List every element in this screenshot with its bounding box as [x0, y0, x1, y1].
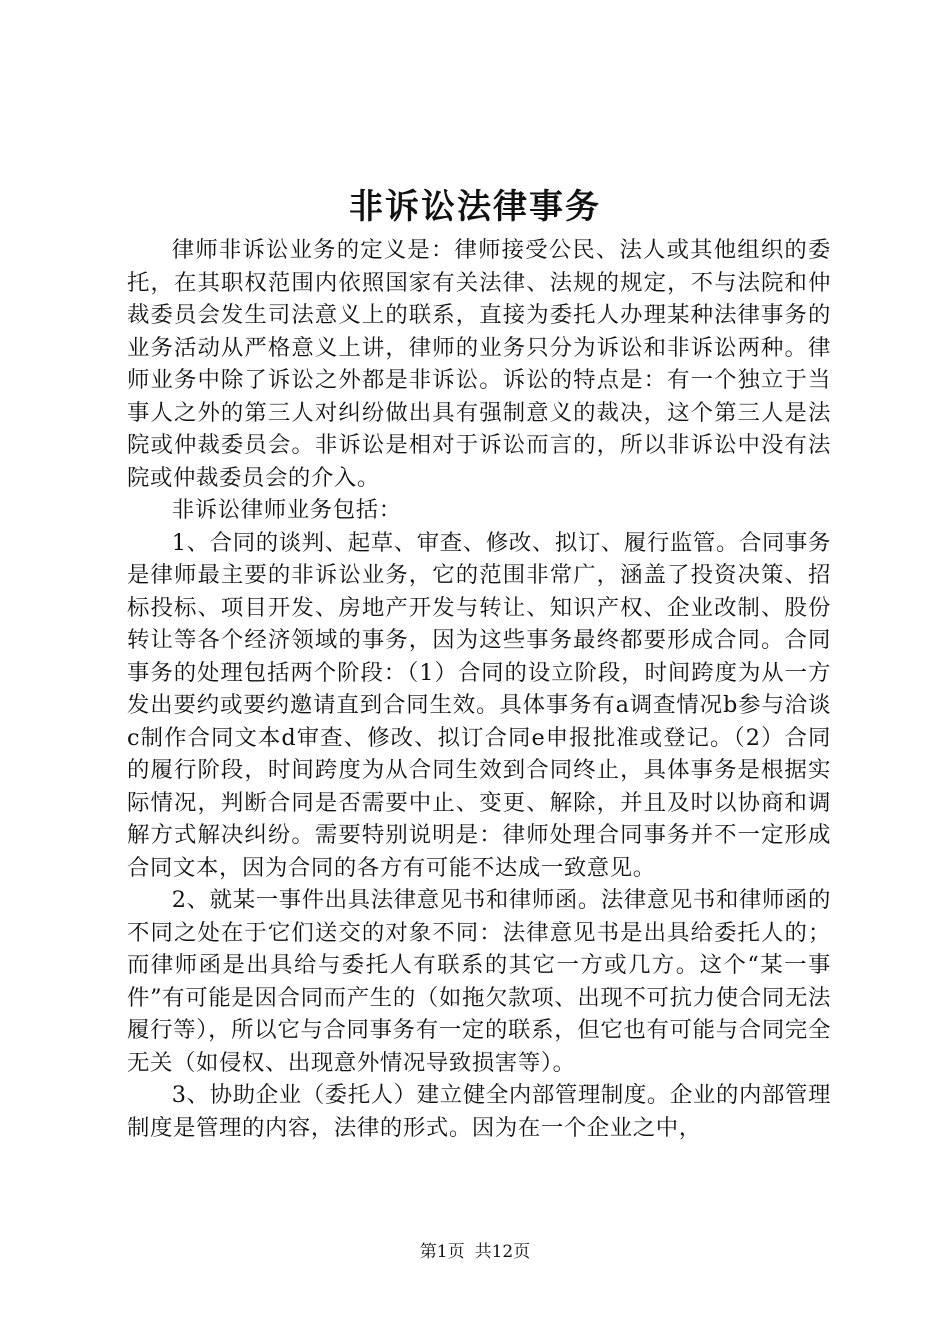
- page-number: 第1页: [419, 1242, 465, 1262]
- document-body: [127, 234, 831, 1144]
- page-total: 共12页: [474, 1242, 531, 1262]
- paragraph-contract-affairs: 1、合同的谈判、起草、审查、修改、拟订、履行监管。合同事务是律师最主要的非诉讼业务，它的范围非常广，涵盖了投资决策、招标投标、项目开发、房地产开发与转让、知识产权、企业改制、股份转让等各个经济领域的事务，因为这些事务最终都要形成合同。合同事务的处理包括两个阶段：（1）合同的设立阶段，时间跨度为从一方发出要约或要约邀请直到合同生效。具体事务有a调查情况b参与洽谈c制作合同文本d审查、修改、拟订合同e申报批准或登记。（2）合同的履行阶段，时间跨度为从合同生效到合同终止，具体事务是根据实际情况，判断合同是否需要中止、变更、解除，并且及时以协商和调解方式解决纠纷。需要特别说明是：律师处理合同事务并不一定形成合同文本，因为合同的各方有可能不达成一致意见。: [127, 529, 831, 881]
- paragraph-business-intro: 非诉讼律师业务包括：: [171, 497, 402, 523]
- paragraph-legal-opinion: 2、就某一事件出具法律意见书和律师函。法律意见书和律师函的不同之处在于它们送交的对象不同：法律意见书是出具给委托人的；而律师函是出具给与委托人有联系的其它一方或几方。这个“某一事件”有可能是因合同而产生的（如拖欠款项、出现不可抗力使合同无法履行等），所以它与合同事务有一定的联系，但它也有可能与合同完全无关（如侵权、出现意外情况导致损害等）。: [127, 887, 831, 1076]
- page-footer: [0, 1240, 950, 1264]
- paragraph-internal-management: 3、协助企业（委托人）建立健全内部管理制度。企业的内部管理制度是管理的内容，法律的形式。因为在一个企业之中，: [127, 1082, 831, 1141]
- paragraph-definition: 律师非诉讼业务的定义是：律师接受公民、法人或其他组织的委托，在其职权范围内依照国家有关法律、法规的规定，不与法院和仲裁委员会发生司法意义上的联系，直接为委托人办理某种法律事务的业务活动从严格意义上讲，律师的业务只分为诉讼和非诉讼两种。律师业务中除了诉讼之外都是非诉讼。诉讼的特点是：有一个独立于当事人之外的第三人对纠纷做出具有强制意义的裁决，这个第三人是法院或仲裁委员会。非诉讼是相对于诉讼而言的，所以非诉讼中没有法院或仲裁委员会的介入。: [127, 237, 831, 491]
- document-title: 非诉讼法律事务: [349, 187, 601, 227]
